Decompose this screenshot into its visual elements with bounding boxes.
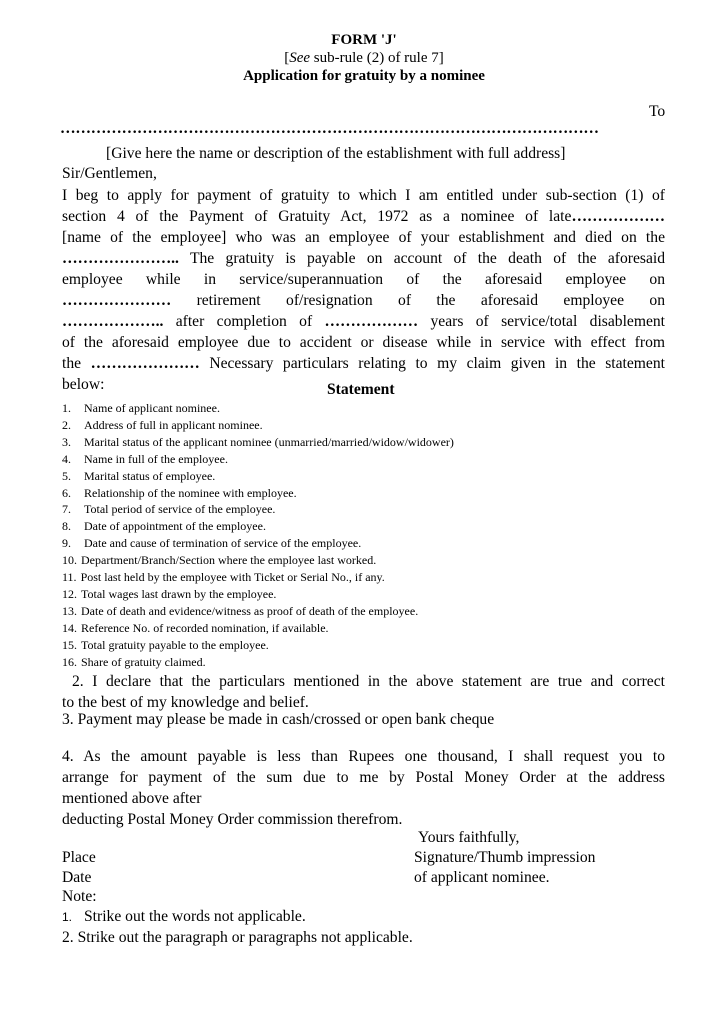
statement-item-number: 4. bbox=[62, 451, 71, 466]
effect-date-dots: ………………… bbox=[90, 355, 200, 372]
applicant-nominee-label: of applicant nominee. bbox=[414, 869, 550, 886]
establishment-hint: [Give here the name or description of the establishment with full address] bbox=[106, 145, 566, 162]
statement-item-number: 9. bbox=[62, 536, 71, 551]
statement-item-number: 5. bbox=[62, 468, 71, 483]
statement-item-text: Total period of service of the employee. bbox=[84, 502, 276, 517]
para1-line3: [name of the employee] who was an employee of your establishment and died on the bbox=[62, 229, 665, 246]
money-order-paragraph bbox=[62, 746, 665, 830]
para1-line1: I beg to apply for payment of gratuity to which I am entitled under sub-section (1) of bbox=[62, 187, 665, 204]
statement-item bbox=[62, 654, 682, 671]
statement-item-text: Date of appointment of the employee. bbox=[84, 519, 266, 534]
para1-line7: ……………….. after completion of ……………… years of service/total disablement bbox=[62, 313, 666, 330]
rule-text: sub-rule (2) of rule 7] bbox=[310, 50, 444, 66]
application-paragraph bbox=[62, 185, 665, 395]
note-item-2: 2. Strike out the paragraph or paragraphs not applicable. bbox=[62, 929, 413, 946]
statement-item-number: 8. bbox=[62, 519, 71, 534]
statement-item-text: Date of death and evidence/witness as proof of death of the employee. bbox=[81, 603, 419, 618]
statement-item-text: Name of applicant nominee. bbox=[84, 401, 220, 415]
para1-line5: employee while in service/superannuation of the aforesaid employee on bbox=[62, 271, 665, 288]
para1-line9: the ………………… Necessary particulars relating to my claim given in the statement bbox=[62, 355, 665, 372]
rule-reference bbox=[0, 50, 728, 67]
statement-item-number: 11. bbox=[62, 570, 77, 585]
yours-faithfully: Yours faithfully, bbox=[418, 829, 520, 846]
place-label: Place bbox=[62, 849, 96, 866]
statement-item-text: Date and cause of termination of service of the employee. bbox=[84, 536, 362, 551]
para4-line4: deducting Postal Money Order commission therefrom. bbox=[62, 811, 403, 828]
statement-item bbox=[62, 485, 682, 502]
signature-label: Signature/Thumb impression bbox=[414, 849, 596, 866]
salutation: Sir/Gentlemen, bbox=[62, 165, 157, 182]
statement-item bbox=[62, 569, 682, 586]
statement-item-number: 7. bbox=[62, 502, 71, 517]
para1-line4: ………………….. The gratuity is payable on account of the death of the aforesaid bbox=[62, 250, 666, 267]
statement-item-text: Total wages last drawn by the employee. bbox=[81, 586, 277, 601]
statement-item bbox=[62, 451, 682, 468]
note-item-1 bbox=[62, 908, 306, 926]
statement-item-text: Marital status of employee. bbox=[84, 468, 216, 483]
statement-item-text: Total gratuity payable to the employee. bbox=[81, 637, 269, 652]
statement-title: Statement bbox=[327, 381, 395, 398]
payment-mode-paragraph: 3. Payment may please be made in cash/crossed or open bank cheque bbox=[62, 711, 495, 728]
statement-item-number: 15. bbox=[62, 637, 77, 652]
para2-line1: 2. I declare that the particulars mentioned in the above statement are true and correct bbox=[72, 673, 665, 690]
note-item-1-text: Strike out the words not applicable. bbox=[84, 908, 306, 925]
para2-line2: to the best of my knowledge and belief. bbox=[62, 694, 309, 711]
para4-line2: arrange for payment of the sum due to me by Postal Money Order at the address bbox=[62, 769, 665, 786]
para1-line10: below: bbox=[62, 376, 105, 393]
application-title: Application for gratuity by a nominee bbox=[243, 68, 485, 84]
statement-item-number: 16. bbox=[62, 654, 77, 669]
statement-item bbox=[62, 637, 682, 654]
years-of-service-dots: ……………… bbox=[324, 313, 419, 330]
statement-item bbox=[62, 501, 682, 518]
statement-item-number: 2. bbox=[62, 417, 71, 432]
para4-line3: mentioned above after bbox=[62, 790, 202, 807]
statement-item bbox=[62, 603, 682, 620]
superannuation-date-dots: ………………… bbox=[62, 292, 172, 309]
statement-item bbox=[62, 620, 682, 637]
para4-line1: 4. As the amount payable is less than Rupees one thousand, I shall request you to bbox=[62, 748, 665, 765]
para1-line2: section 4 of the Payment of Gratuity Act, 1972 as a nominee of late……………… bbox=[62, 208, 665, 225]
date-label: Date bbox=[62, 869, 92, 886]
statement-item bbox=[62, 468, 682, 485]
statement-item bbox=[62, 518, 682, 535]
statement-item-text: Address of full in applicant nominee. bbox=[84, 417, 263, 432]
statement-item-number: 10. bbox=[62, 553, 77, 568]
statement-item-number: 12. bbox=[62, 586, 77, 601]
statement-item bbox=[62, 400, 682, 417]
statement-item bbox=[62, 552, 682, 569]
resignation-date-dots: ……………….. bbox=[62, 313, 164, 330]
statement-item bbox=[62, 417, 682, 434]
para1-line8: of the aforesaid employee due to accident or disease while in service with effect from bbox=[62, 334, 665, 351]
statement-item-number: 6. bbox=[62, 485, 71, 500]
late-employee-dots: ……………… bbox=[571, 208, 665, 225]
statement-item bbox=[62, 535, 682, 552]
statement-item-text: Name in full of the employee. bbox=[84, 451, 228, 466]
declaration-paragraph bbox=[62, 671, 665, 713]
rule-see: See bbox=[289, 50, 311, 66]
statement-item-number: 1. bbox=[62, 401, 71, 415]
to-label: To bbox=[649, 103, 666, 120]
statement-item-text: Marital status of the applicant nominee (unmarried/married/widow/widower) bbox=[84, 434, 454, 449]
statement-item-text: Post last held by the employee with Ticket or Serial No., if any. bbox=[80, 570, 385, 585]
statement-item-text: Department/Branch/Section where the employee last worked. bbox=[81, 553, 377, 568]
statement-item-number: 3. bbox=[62, 434, 71, 449]
para1-line6: ………………… retirement of/resignation of the aforesaid employee on bbox=[62, 292, 666, 309]
statement-item-text: Reference No. of recorded nomination, if available. bbox=[81, 620, 329, 635]
statement-item-text: Relationship of the nominee with employee. bbox=[84, 485, 297, 500]
establishment-dotted-line: …………………………………………………………………………………………… bbox=[60, 120, 599, 137]
statement-item bbox=[62, 586, 682, 603]
form-title: FORM 'J' bbox=[331, 32, 397, 48]
statement-item-text: Share of gratuity claimed. bbox=[81, 654, 206, 669]
statement-list bbox=[62, 400, 682, 671]
statement-item-number: 13. bbox=[62, 603, 77, 618]
statement-item-number: 14. bbox=[62, 620, 77, 635]
note-title: Note: bbox=[62, 888, 97, 905]
note-item-1-number: 1. bbox=[62, 910, 73, 924]
rule-bracket: [ bbox=[284, 50, 290, 66]
death-date-dots: ………………….. bbox=[62, 250, 179, 267]
statement-item bbox=[62, 434, 682, 451]
